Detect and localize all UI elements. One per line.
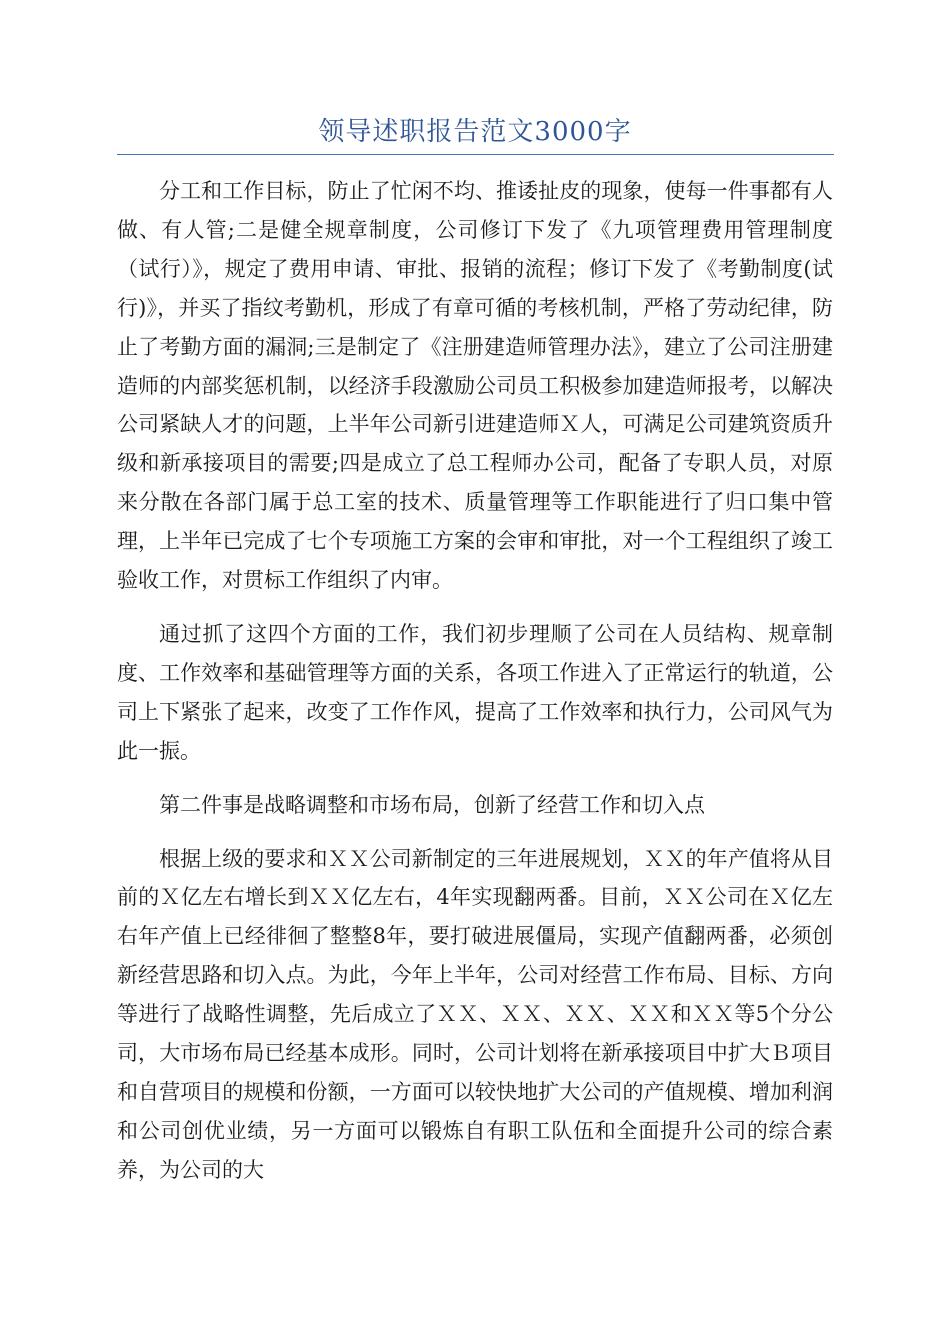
paragraph-1: 分工和工作目标，防止了忙闲不均、推诿扯皮的现象，使每一件事都有人做、有人管;二是健全规章制度，公司修订下发了《九项管理费用管理制度（试行）》，规定了费用申请、审批、报销的流程；修订下发了《考勤制度(试行)》，并买了指纹考勤机，形成了有章可循的考核机制，严格了劳动纪律，防止了考勤方面的漏洞;三是制定了《注册建造师管理办法》，建立了公司注册建造师的内部奖惩机制，以经济手段激励公司员工积极参加建造师报考，以解决公司紧缺人才的问题，上半年公司新引进建造师Ｘ人，可满足公司建筑资质升级和新承接项目的需要;四是成立了总工程师办公司，配备了专职人员，对原来分散在各部门属于总工室的技术、质量管理等工作职能进行了归口集中管理，上半年已完成了七个专项施工方案的会审和审批，对一个工程组织了竣工验收工作，对贯标工作组织了内审。 [117, 179, 833, 593]
paragraph-4: 根据上级的要求和ＸＸ公司新制定的三年进展规划，ＸＸ的年产值将从目前的Ｘ亿左右增长到ＸＸ亿左右，4年实现翻两番。目前，ＸＸ公司在Ｘ亿左右年产值上已经徘徊了整整8年，要打破进展僵局，实现产值翻两番，必须创新经营思路和切入点。为此，今年上半年，公司对经营工作布局、目标、方向等进行了战略性调整，先后成立了ＸＸ、ＸＸ、ＸＸ、ＸＸ和ＸＸ等5个分公司，大市场布局已经基本成形。同时，公司计划将在新承接项目中扩大Ｂ项目和自营项目的规模和份额，一方面可以较快地扩大公司的产值规模、增加利润和公司创优业绩，另一方面可以锻炼自有职工队伍和全面提升公司的综合素养，为公司的大 [117, 846, 833, 1182]
document-body [117, 172, 833, 1205]
document-title: 领导述职报告范文3000字 [318, 117, 632, 147]
title-underline [117, 154, 834, 155]
paragraph-2: 通过抓了这四个方面的工作，我们初步理顺了公司在人员结构、规章制度、工作效率和基础管理等方面的关系，各项工作进入了正常运行的轨道，公司上下紧张了起来，改变了工作作风，提高了工作效率和执行力，公司风气为此一振。 [117, 621, 833, 763]
paragraph-3: 第二件事是战略调整和市场布局，创新了经营工作和切入点 [159, 792, 705, 817]
